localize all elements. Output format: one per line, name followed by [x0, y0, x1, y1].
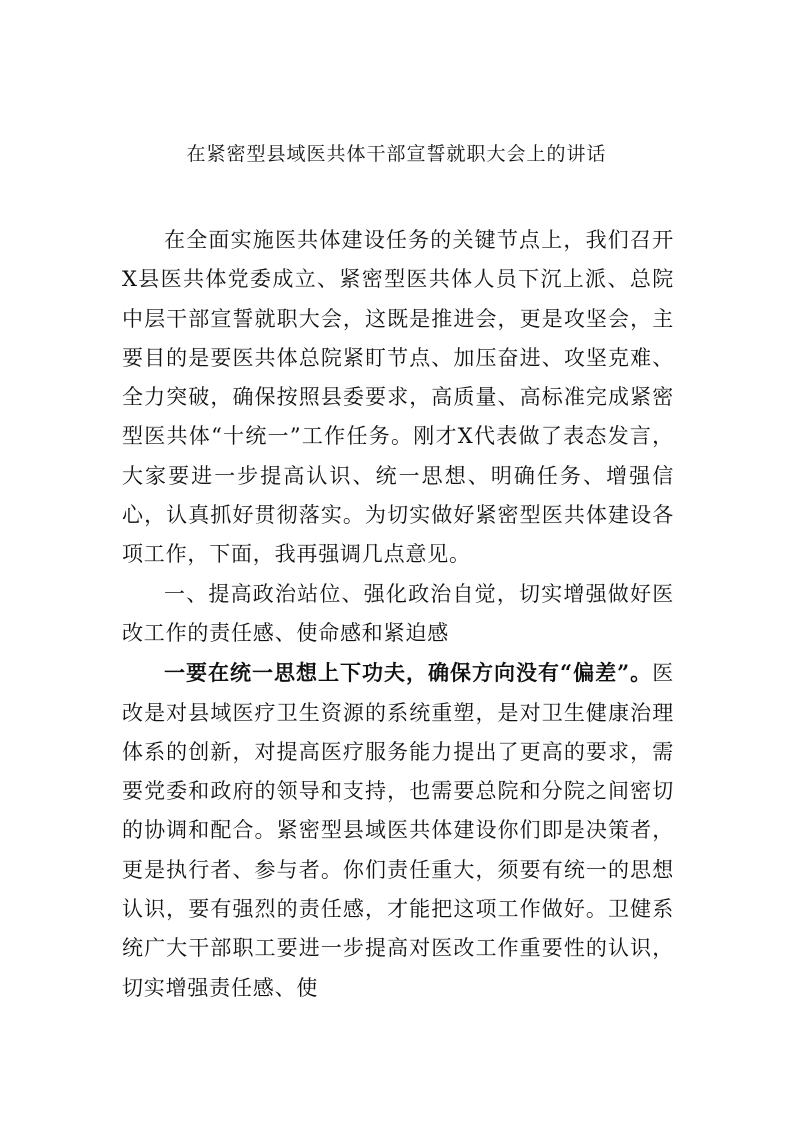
- first-point-text: 医改是对县域医疗卫生资源的系统重塑，是对卫生健康治理体系的创新，对提高医疗服务能力提出了更高的要求，需要党委和政府的领导和支持，也需要总院和分院之间密切的协调和配合。紧密型县域医共体建设你们即是决策者，更是执行者、参与者。你们责任重大，须要有统一的思想认识，要有强烈的责任感，才能把这项工作做好。卫健系统广大干部职工要进一步提高对医改工作重要性的认识，切实增强责任感、使: [122, 661, 674, 1000]
- section-heading-one: 一、提高政治站位、强化政治自觉，切实增强做好医改工作的责任感、使命感和紧迫感: [122, 581, 674, 645]
- paragraph-intro: 在全面实施医共体建设任务的关键节点上，我们召开X县医共体党委成立、紧密型医共体人员下沉上派、总院中层干部宣誓就职大会，这既是推进会，更是攻坚会，主要目的是要医共体总院紧盯节点、加压奋进、攻坚克难、全力突破，确保按照县委要求，高质量、高标准完成紧密型医共体“十统一”工作任务。刚才X代表做了表态发言，大家要进一步提高认识、统一思想、明确任务、增强信心，认真抓好贯彻落实。为切实做好紧密型医共体建设各项工作，下面，我再强调几点意见。: [122, 228, 674, 567]
- first-point-bold-lead: 一要在统一思想上下功夫，确保方向没有“偏差”。: [164, 660, 653, 686]
- document-title: 在紧密型县域医共体干部宣誓就职大会上的讲话: [186, 143, 607, 165]
- document-body: [122, 221, 674, 1008]
- paragraph-first-point: [122, 653, 674, 1008]
